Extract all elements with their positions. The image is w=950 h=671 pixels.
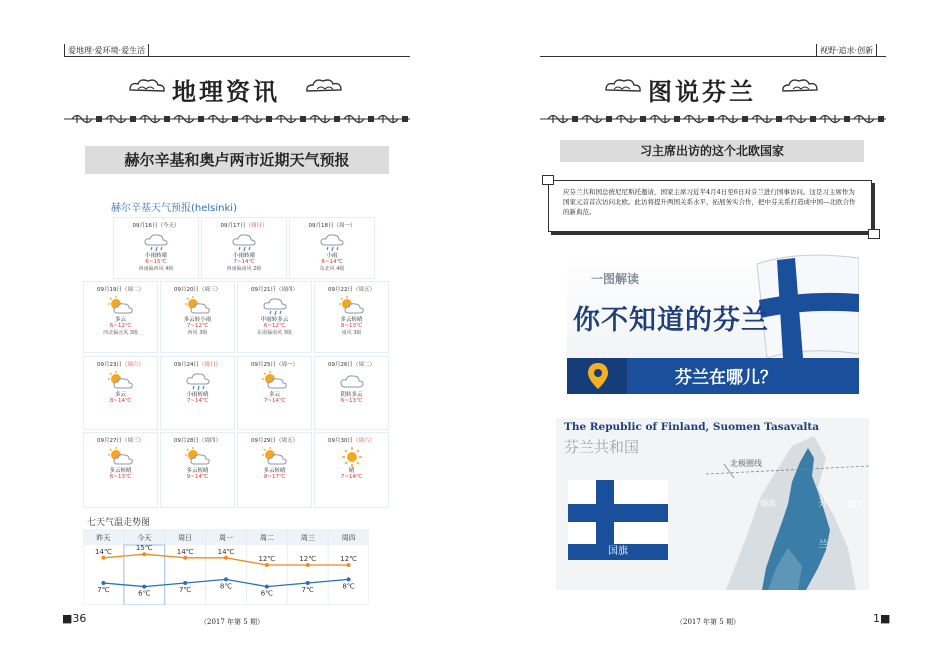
ornament-dot-icon: [640, 116, 646, 122]
ornament-dot-icon: [674, 116, 680, 122]
low-temp-point: [306, 581, 310, 585]
low-temp-point: [265, 585, 269, 589]
ornament-border: [64, 110, 410, 128]
ornament-dot-icon: [130, 116, 136, 122]
forecast-description: 小雨转晴: [232, 253, 255, 259]
rain-icon: [185, 371, 211, 397]
low-temp-label: 7℃: [301, 586, 314, 594]
low-temp-label: 7℃: [178, 586, 192, 594]
forecast-description: 多云: [114, 317, 126, 323]
forecast-day-cell: [83, 356, 158, 430]
cloud-ornament-icon: [128, 78, 166, 96]
cloud-ornament-icon: [604, 78, 642, 96]
forecast-day-cell: [160, 281, 235, 353]
low-temp-label: 8℃: [219, 582, 233, 591]
low-temp-point: [101, 581, 105, 585]
finland-banner: 习主席出访的这个北欧国家: [560, 140, 864, 162]
sweden-label: 瑞典: [760, 499, 776, 508]
section-title: 地理资讯: [172, 77, 280, 106]
low-temp-label: 8℃: [342, 582, 355, 591]
trend-title: 七天气温走势图: [87, 518, 151, 528]
high-temp-point: [183, 556, 187, 560]
forecast-wind: 南风 3级: [341, 330, 362, 336]
finland-flag-icon: [568, 480, 668, 546]
forecast-wind: 西北偏北风 3级: [103, 330, 138, 336]
forecast-day-cell: [314, 281, 389, 353]
high-temp-point: [347, 563, 351, 567]
intro-box: [548, 180, 872, 232]
ornament-dot-icon: [810, 116, 816, 122]
forecast-date: 09月19日（周二）: [96, 287, 144, 293]
forecast-temperature: 6~13℃: [340, 398, 363, 404]
forecast-wind: 西南偏南风 2级: [226, 266, 262, 272]
partly-cloudy-icon: [262, 371, 288, 395]
high-temp-label: 12℃: [340, 555, 357, 563]
partly-cloudy-icon: [339, 296, 365, 320]
rain-icon: [231, 232, 257, 258]
forecast-date: 09月25日（周一）: [250, 362, 298, 368]
partly-cloudy-icon: [262, 447, 288, 471]
ornament-dot-icon: [232, 116, 238, 122]
ornament-dot-icon: [776, 116, 782, 122]
forecast-day-cell: [201, 217, 287, 279]
low-temp-point: [183, 581, 187, 585]
high-temp-point: [306, 563, 310, 567]
ornament-dot-icon: [742, 116, 748, 122]
ornament-dot-icon: [164, 116, 170, 122]
ornament-dot-icon: [708, 116, 714, 122]
forecast-description: 晴: [348, 468, 355, 474]
forecast-date: 09月16日（今天）: [132, 223, 180, 229]
forecast-day-cell: [237, 356, 312, 430]
infographic-headline: 你不知道的芬兰: [573, 305, 769, 336]
high-temp-point: [142, 552, 146, 556]
forecast-date: 09月28日（周四）: [173, 438, 221, 444]
high-temp-point: [101, 556, 105, 560]
weather-title: 赫尔辛基天气预报(helsinki): [111, 203, 237, 214]
partly-cloudy-icon: [185, 447, 211, 471]
forecast-description: 小雨转晴: [186, 392, 209, 398]
ornament-dot-icon: [300, 116, 306, 122]
forecast-date: 09月18日（周一）: [308, 223, 356, 229]
ornament-dot-icon: [334, 116, 340, 122]
ornament-dot-icon: [368, 116, 374, 122]
flag-label: 国旗: [568, 544, 668, 560]
forecast-temperature: 7~14℃: [233, 259, 255, 265]
forecast-date: 09月26日（周二）: [327, 362, 375, 368]
trend-day-label: 昨天: [96, 534, 111, 542]
ornament-border: [540, 110, 886, 128]
high-temp-label: 14℃: [176, 547, 194, 556]
left-page-tag: 爱地理·爱环境·爱生活: [64, 44, 149, 57]
partly-cloudy-icon: [108, 371, 134, 395]
forecast-temperature: 7~14℃: [340, 474, 363, 480]
header-rule: [540, 56, 886, 57]
forecast-date: 09月21日（周四）: [250, 287, 298, 293]
ornament-dot-icon: [572, 116, 578, 122]
cloud-icon: [339, 371, 365, 395]
high-temp-label: 14℃: [217, 547, 235, 556]
forecast-temperature: 6~12℃: [263, 323, 286, 329]
issue-label: （2017 年第 5 期）: [200, 618, 264, 626]
cloud-ornament-icon: [781, 78, 819, 96]
arctic-circle-label: 北极圈线: [730, 459, 762, 468]
forecast-temperature: 6~12℃: [109, 323, 132, 329]
forecast-temperature: 7~14℃: [186, 398, 209, 404]
high-temp-label: 12℃: [258, 555, 276, 563]
forecast-date: 09月29日（周五）: [250, 438, 298, 444]
infographic-header: [567, 254, 859, 404]
intro-text: 应芬兰共和国总统尼尼斯托邀请，国家主席习近平4月4日至6日对芬兰进行国事访问。这是习主席作为国家元首首次访问北欧。此访将提升两国关系水平，拓展务实合作，把中芬关系打造成中国—北欧合作的新典范。: [563, 188, 856, 216]
corner-square: [868, 229, 880, 239]
map-title-zh: 芬兰共和国: [564, 438, 640, 456]
high-temp-label: 14℃: [95, 547, 112, 556]
section-title: 图说芬兰: [648, 77, 756, 106]
ornament-dot-icon: [878, 116, 884, 122]
issue-label: （2017 年第 5 期）: [676, 618, 740, 626]
sun-icon: [341, 447, 363, 471]
temperature-trend-chart: [83, 529, 369, 605]
high-temp-point: [224, 556, 228, 560]
cloud-ornament-icon: [305, 78, 343, 96]
forecast-description: 多云: [268, 392, 280, 398]
forecast-wind: 东北风 4级: [319, 266, 345, 272]
map-title-en: The Republic of Finland, Suomen Tasavalta: [564, 421, 820, 433]
forecast-description: 多云转小雨: [183, 317, 212, 323]
forecast-description: 多云转晴: [109, 468, 132, 474]
forecast-description: 小雨转晴: [144, 253, 167, 259]
forecast-date: 09月20日（周三）: [173, 287, 221, 293]
forecast-day-cell: [289, 217, 375, 279]
forecast-wind: 西风 3级: [187, 330, 208, 336]
ornament-dot-icon: [402, 116, 408, 122]
low-temp-point: [224, 577, 228, 581]
finland-label-1: 芬: [818, 498, 828, 509]
high-temp-point: [265, 563, 269, 567]
forecast-temperature: 6~15℃: [145, 259, 167, 265]
forecast-temperature: 7~14℃: [263, 398, 286, 404]
forecast-date: 09月27日（周三）: [96, 438, 144, 444]
high-temp-label: 15℃: [135, 544, 153, 553]
weather-forecast-panel: [83, 193, 389, 605]
weather-banner: 赫尔辛基和奥卢两市近期天气预报: [85, 146, 389, 174]
forecast-description: 多云: [114, 392, 126, 398]
forecast-wind: 东南偏南风 3级: [257, 330, 292, 336]
rain-icon: [319, 232, 345, 258]
forecast-description: 阴转多云: [340, 392, 363, 398]
partly-cloudy-icon: [108, 296, 134, 320]
forecast-day-cell: [314, 356, 389, 430]
low-temp-point: [347, 577, 351, 581]
forecast-temperature: 8~14℃: [109, 398, 132, 404]
forecast-description: 多云转晴: [340, 317, 363, 323]
forecast-day-cell: [160, 432, 235, 508]
forecast-temperature: 8~14℃: [321, 259, 343, 265]
forecast-description: 小雨: [326, 253, 338, 259]
forecast-day-cell: [237, 432, 312, 508]
low-temp-point: [142, 585, 146, 589]
partly-cloudy-icon: [108, 447, 134, 471]
russia-label: 俄罗: [848, 500, 864, 509]
page-number-right: 1■: [873, 612, 891, 625]
rain-icon: [262, 296, 288, 322]
forecast-day-cell: [83, 281, 158, 353]
forecast-date: 09月24日（周日）: [173, 362, 221, 368]
forecast-day-cell: [160, 356, 235, 430]
forecast-day-cell: [314, 432, 389, 508]
forecast-temperature: 8~13℃: [340, 323, 363, 329]
rain-icon: [143, 232, 169, 258]
forecast-date: 09月30日（周六）: [327, 438, 375, 444]
partly-cloudy-icon: [185, 296, 211, 320]
forecast-day-cell: [113, 217, 199, 279]
trend-day-label: 周四: [341, 534, 356, 542]
ornament-dot-icon: [266, 116, 272, 122]
forecast-description: 多云转晴: [186, 468, 209, 474]
trend-day-label: 今天: [137, 534, 152, 542]
page-number-left: ■36: [62, 612, 87, 625]
ornament-dot-icon: [606, 116, 612, 122]
forecast-temperature: 8~17℃: [263, 474, 286, 480]
forecast-description: 多云转晴: [263, 468, 286, 474]
ornament-dot-icon: [96, 116, 102, 122]
low-temp-label: 6℃: [260, 589, 274, 598]
trend-day-label: 周二: [259, 534, 274, 542]
forecast-temperature: 6~13℃: [109, 474, 132, 480]
forecast-day-cell: [237, 281, 312, 353]
forecast-date: 09月22日（周五）: [327, 287, 375, 293]
trend-day-label: 周一: [219, 534, 233, 542]
header-rule: [64, 56, 410, 57]
high-temp-label: 12℃: [299, 555, 317, 563]
ornament-dot-icon: [844, 116, 850, 122]
infographic-kicker: 一图解读: [591, 272, 640, 286]
trend-day-label: 周三: [300, 534, 315, 542]
low-temp-label: 7℃: [97, 586, 110, 594]
question-text: 芬兰在哪儿？: [675, 368, 777, 388]
low-temp-label: 6℃: [138, 589, 151, 598]
right-page-tag: 视野·追求·创新: [816, 44, 877, 57]
forecast-date: 09月23日（周六）: [96, 362, 144, 368]
corner-square: [542, 175, 554, 185]
location-pin-icon: [587, 362, 609, 390]
forecast-day-cell: [83, 432, 158, 508]
finland-map-panel: [556, 418, 869, 590]
finland-label-2: 兰: [818, 540, 828, 551]
forecast-temperature: 7~12℃: [186, 323, 209, 329]
forecast-date: 09月17日（周日）: [220, 223, 268, 229]
forecast-wind: 西南偏西风 4级: [138, 266, 174, 272]
trend-day-label: 周日: [178, 534, 193, 542]
forecast-temperature: 9~14℃: [186, 474, 209, 480]
ornament-dot-icon: [198, 116, 204, 122]
forecast-description: 中雨转多云: [260, 317, 289, 323]
